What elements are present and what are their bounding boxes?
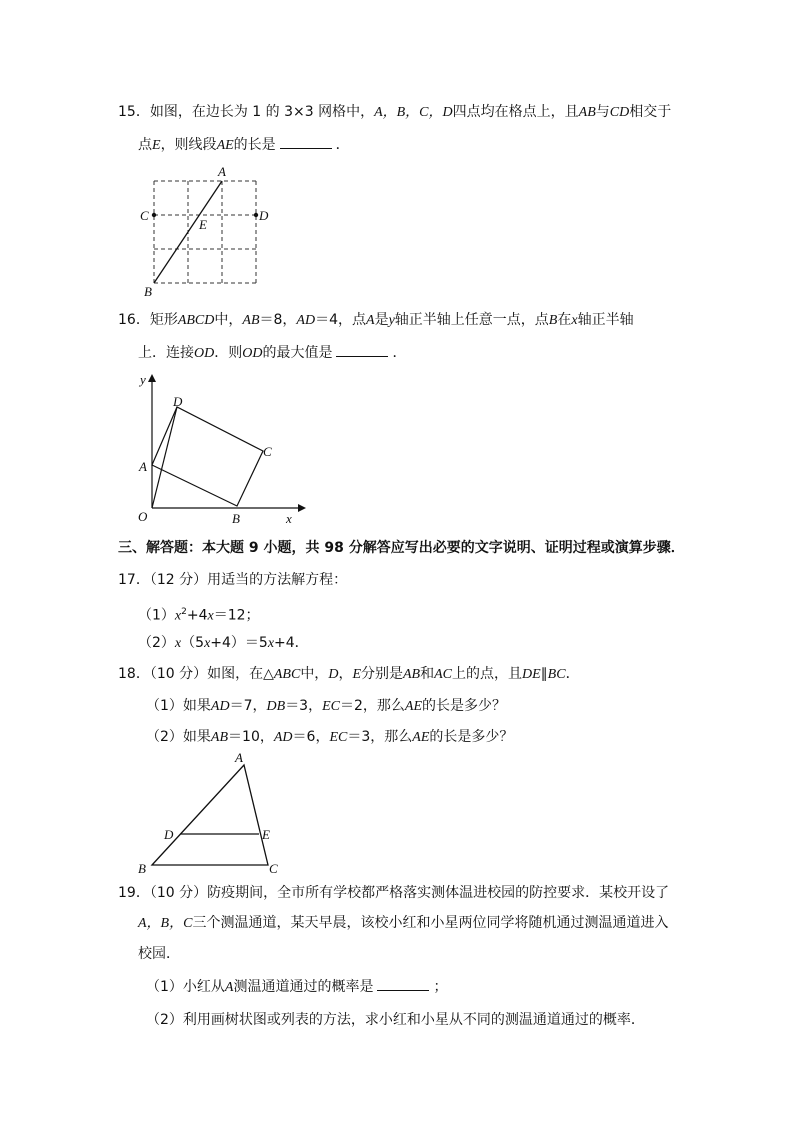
q17-var: x — [174, 608, 182, 624]
section-3-heading: 三、解答题：本大题 9 小题，共 98 分解答应写出必要的文字说明、证明过程或演算步骤． — [118, 540, 685, 556]
q16-y: y — [388, 313, 395, 328]
q15-text: ，则线段 — [160, 137, 217, 153]
q15-grid-figure — [138, 160, 278, 300]
q18-triangle-figure — [136, 748, 286, 878]
q19-line3: 校园． — [138, 946, 180, 962]
q18-de: DE — [522, 667, 541, 682]
q18-text: ＝7， — [229, 698, 267, 714]
q17-part1 — [138, 602, 260, 627]
q15-answer-blank[interactable] — [280, 134, 332, 149]
q18-label-c: C — [269, 861, 278, 876]
q18-var: AB — [210, 730, 229, 745]
q15-line2 — [138, 134, 350, 156]
q17-part2 — [138, 633, 309, 654]
q18-parallel: ∥ — [540, 666, 548, 682]
q19-text: 三个测温通道，某天早晨，该校小红和小星两位同学将随机通过测温通道进入 — [192, 915, 669, 931]
q17-var: x — [267, 636, 275, 651]
q18-text: 和 — [420, 666, 435, 682]
q18-part2 — [146, 727, 513, 748]
q16-text: 的最大值是 — [262, 345, 333, 361]
q16-line1 — [118, 310, 634, 331]
q18-triangle: ABC — [273, 667, 301, 682]
q16-point-b: B — [548, 313, 558, 328]
q15-text: 与 — [595, 104, 610, 120]
q18-text: （2）如果 — [146, 729, 211, 745]
q19-text: ； — [433, 979, 448, 995]
q15-period: ． — [335, 137, 350, 153]
q15-line1 — [118, 102, 671, 123]
q18-point-d: D — [328, 667, 339, 682]
q19-channels: A，B，C — [138, 916, 193, 931]
q16-text: 轴正半轴 — [577, 312, 634, 328]
q18-text: ， — [338, 666, 353, 682]
q15-label-a: A — [218, 164, 226, 179]
q18-text: （1）如果 — [146, 698, 211, 714]
q18-text: 分别是 — [361, 666, 403, 682]
q16-point-a: A — [366, 313, 375, 328]
q17-exponent: 2 — [181, 607, 187, 617]
q18-title — [118, 664, 580, 685]
q15-point-e: E — [152, 138, 161, 153]
q16-period: ． — [392, 345, 407, 361]
q16-label-d: D — [173, 394, 183, 409]
q15-segment-ab: AB — [578, 105, 596, 120]
q18-bc: BC — [547, 667, 566, 682]
q18-ab: AB — [403, 667, 421, 682]
q18-var: AE — [412, 730, 430, 745]
q16-x: x — [571, 313, 578, 328]
q18-text: ＝6， — [292, 729, 330, 745]
q19-part2: （2）利用画树状图或列表的方法，求小红和小星从不同的测温通道通过的概率． — [146, 1012, 645, 1028]
q18-label-a: A — [235, 750, 243, 765]
q19-line1: 19．（10 分）防疫期间，全市所有学校都严格落实测体温进校园的防控要求．某校开设了 — [118, 885, 670, 901]
q17-title: 17．（12 分）用适当的方法解方程： — [118, 572, 348, 588]
q19-answer-blank[interactable] — [377, 976, 429, 991]
q16-text: ＝4，点 — [315, 312, 367, 328]
q16-label-a: A — [139, 459, 147, 474]
q18-var: AD — [273, 730, 293, 745]
q16-text: ＝8， — [259, 312, 297, 328]
q18-point-e: E — [352, 667, 361, 682]
q17-text: +4 — [186, 607, 208, 624]
q16-label-c: C — [263, 444, 272, 459]
q17-p2-num: （2） — [138, 635, 175, 651]
q18-var: EC — [322, 699, 340, 714]
q15-label-c: C — [140, 208, 149, 223]
q15-segment-ae: AE — [216, 138, 234, 153]
q18-text: ＝3，那么 — [347, 729, 413, 745]
q19-text: （1）小红从 — [146, 979, 225, 995]
q18-var: AD — [210, 699, 230, 714]
q18-part1 — [146, 696, 506, 717]
q16-text: 是 — [374, 312, 389, 328]
q18-label-e: E — [262, 827, 270, 842]
q16-rect-name: ABCD — [177, 313, 215, 328]
q15-label-e: E — [199, 217, 207, 232]
q18-text: ＝3， — [285, 698, 323, 714]
q15-text: 相交于 — [629, 104, 672, 120]
q16-od: OD — [242, 346, 263, 361]
q18-var: EC — [329, 730, 348, 745]
q16-od: OD — [194, 346, 215, 361]
q17-text: ＝12； — [213, 607, 260, 624]
q16-text: 16．矩形 — [118, 312, 178, 328]
q18-text: 上的点，且 — [452, 666, 522, 682]
q15-text: 的长是 — [233, 137, 276, 153]
q18-text: ． — [565, 666, 580, 682]
q16-label-o: O — [138, 509, 148, 524]
q19-text: 测温通道通过的概率是 — [233, 979, 374, 995]
q16-text: ．则 — [214, 345, 243, 361]
q15-label-d: D — [259, 208, 269, 223]
q18-var: DB — [266, 699, 286, 714]
q15-points: A，B，C，D — [374, 105, 453, 120]
q15-label-b: B — [144, 284, 152, 299]
q18-label-b: B — [138, 861, 146, 876]
q18-label-d: D — [164, 827, 174, 842]
q17-text: +4． — [274, 635, 309, 651]
q18-text: ＝10， — [228, 729, 274, 745]
q15-text: 四点均在格点上，且 — [452, 104, 579, 120]
q17-var: x — [174, 636, 182, 651]
q16-axis-x-label: x — [286, 511, 292, 526]
q16-ab: AB — [242, 313, 260, 328]
q17-p1-num: （1） — [138, 607, 175, 624]
q18-ac: AC — [434, 667, 452, 682]
q15-text: 15．如图，在边长为 1 的 3×3 网格中， — [118, 104, 375, 120]
q16-text: 轴正半轴上任意一点，点 — [394, 312, 549, 328]
q17-var: x — [207, 608, 214, 624]
q16-label-b: B — [232, 511, 240, 526]
q15-text: 点 — [138, 137, 152, 153]
q16-text: 在 — [557, 312, 572, 328]
q18-text: 中， — [300, 666, 329, 682]
q17-text: +4）＝5 — [210, 635, 268, 651]
q18-text: 18．（10 分）如图，在△ — [118, 666, 274, 682]
q18-text: 的长是多少？ — [422, 698, 507, 714]
q15-segment-cd: CD — [609, 105, 630, 120]
q16-text: 中， — [214, 312, 243, 328]
q17-var: x — [204, 636, 211, 651]
q18-text: ＝2，那么 — [340, 698, 405, 714]
q16-coordinate-figure — [130, 368, 310, 528]
q19-line2 — [138, 913, 668, 934]
q19-part1 — [146, 976, 447, 998]
q16-ad: AD — [296, 313, 316, 328]
q18-var: AE — [404, 699, 423, 714]
q16-line2 — [138, 342, 406, 364]
q19-channel-a: A — [224, 980, 234, 995]
q17-text: （5 — [181, 635, 205, 651]
q16-text: 上．连接 — [138, 345, 194, 361]
q18-text: 的长是多少？ — [429, 729, 514, 745]
q16-answer-blank[interactable] — [336, 342, 388, 357]
q16-axis-y-label: y — [140, 372, 146, 387]
